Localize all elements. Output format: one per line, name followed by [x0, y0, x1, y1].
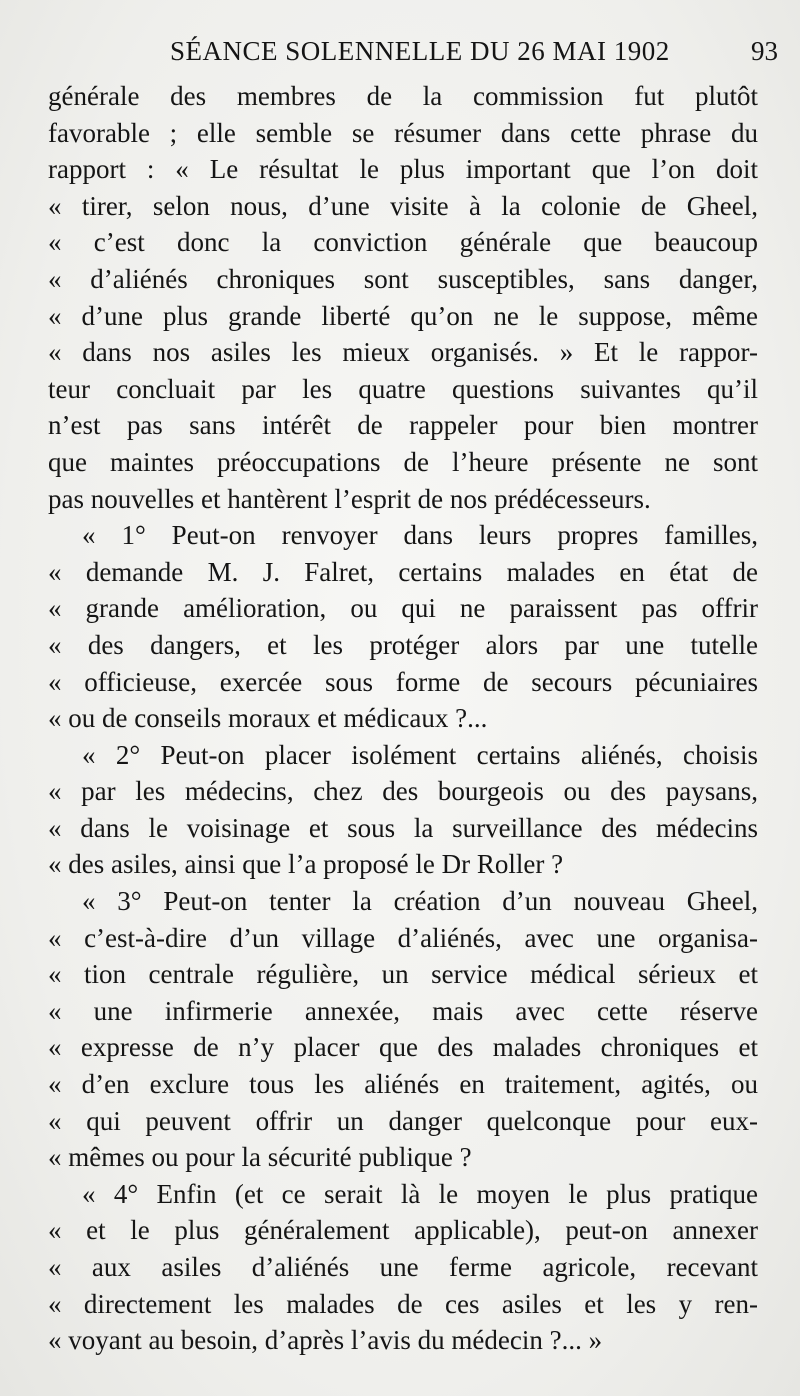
text-line: « par les médecins, chez des bourgeois ou des paysans, [48, 776, 758, 807]
text-line: « 2° Peut-on placer isolément certains aliénés, choisis [82, 739, 758, 770]
text-line: « d’en exclure tous les aliénés en traitement, agités, ou [48, 1069, 758, 1100]
text-line: « d’aliénés chroniques sont susceptibles, sans danger, [48, 263, 758, 294]
text-line: « dans le voisinage et sous la surveillance des médecins [48, 812, 758, 843]
text-line: « qui peuvent offrir un danger quelconque pour eux- [48, 1105, 758, 1136]
text-line: « tirer, selon nous, d’une visite à la colonie de Gheel, [48, 190, 758, 221]
text-line: « voyant au besoin, d’après l’avis du médecin ?... » [48, 1325, 603, 1356]
text-line: favorable ; elle semble se résumer dans cette phrase du [48, 117, 758, 148]
running-head-title: SÉANCE SOLENNELLE DU 26 MAI 1902 [170, 36, 670, 66]
text-line: « des dangers, et les protéger alors par une tutelle [48, 629, 758, 660]
text-line: « aux asiles d’aliénés une ferme agricole, recevant [48, 1252, 758, 1282]
text-line: « ou de conseils moraux et médicaux ?... [48, 703, 488, 734]
text-line: « une infirmerie annexée, mais avec cette réserve [48, 995, 758, 1026]
text-line: « officieuse, exercée sous forme de secours pécuniaires [48, 666, 758, 697]
text-line: « d’une plus grande liberté qu’on ne le suppose, même [48, 300, 758, 331]
text-line: « grande amélioration, ou qui ne paraissent pas offrir [48, 593, 758, 624]
text-line: que maintes préoccupations de l’heure présente ne sont [48, 446, 758, 477]
text-line: « expresse de n’y placer que des malades chroniques et [48, 1032, 758, 1063]
text-line: n’est pas sans intérêt de rappeler pour bien montrer [48, 410, 758, 441]
text-line: « 3° Peut-on tenter la création d’un nouveau Gheel, [82, 886, 758, 917]
text-line: générale des membres de la commission fut plutôt [48, 81, 758, 111]
text-line: « directement les malades de ces asiles et les y ren- [48, 1288, 758, 1319]
text-line: « 4° Enfin (et ce serait là le moyen le plus pratique [82, 1178, 758, 1209]
running-head [40, 36, 778, 76]
body-text [48, 78, 758, 1359]
text-line: « des asiles, ainsi que l’a proposé le Dr Roller ? [48, 849, 564, 880]
text-line: « mêmes ou pour la sécurité publique ? [48, 1142, 472, 1173]
text-line: « demande M. J. Falret, certains malades en état de [48, 556, 758, 587]
text-line: rapport : « Le résultat le plus important que l’on doit [48, 154, 758, 185]
text-line: « dans nos asiles les mieux organisés. » Et le rappor- [48, 337, 758, 368]
text-line: « tion centrale régulière, un service médical sérieux et [48, 959, 758, 990]
page-number: 93 [751, 36, 778, 66]
text-line: « c’est-à-dire d’un village d’aliénés, avec une organisa- [48, 922, 758, 953]
text-line: « et le plus généralement applicable), peut-on annexer [48, 1215, 758, 1246]
text-line: « 1° Peut-on renvoyer dans leurs propres familles, [82, 520, 758, 551]
text-line: pas nouvelles et hantèrent l’esprit de nos prédécesseurs. [48, 483, 651, 514]
text-line: teur concluait par les quatre questions suivantes qu’il [48, 373, 758, 404]
text-line: « c’est donc la conviction générale que beaucoup [48, 227, 758, 258]
